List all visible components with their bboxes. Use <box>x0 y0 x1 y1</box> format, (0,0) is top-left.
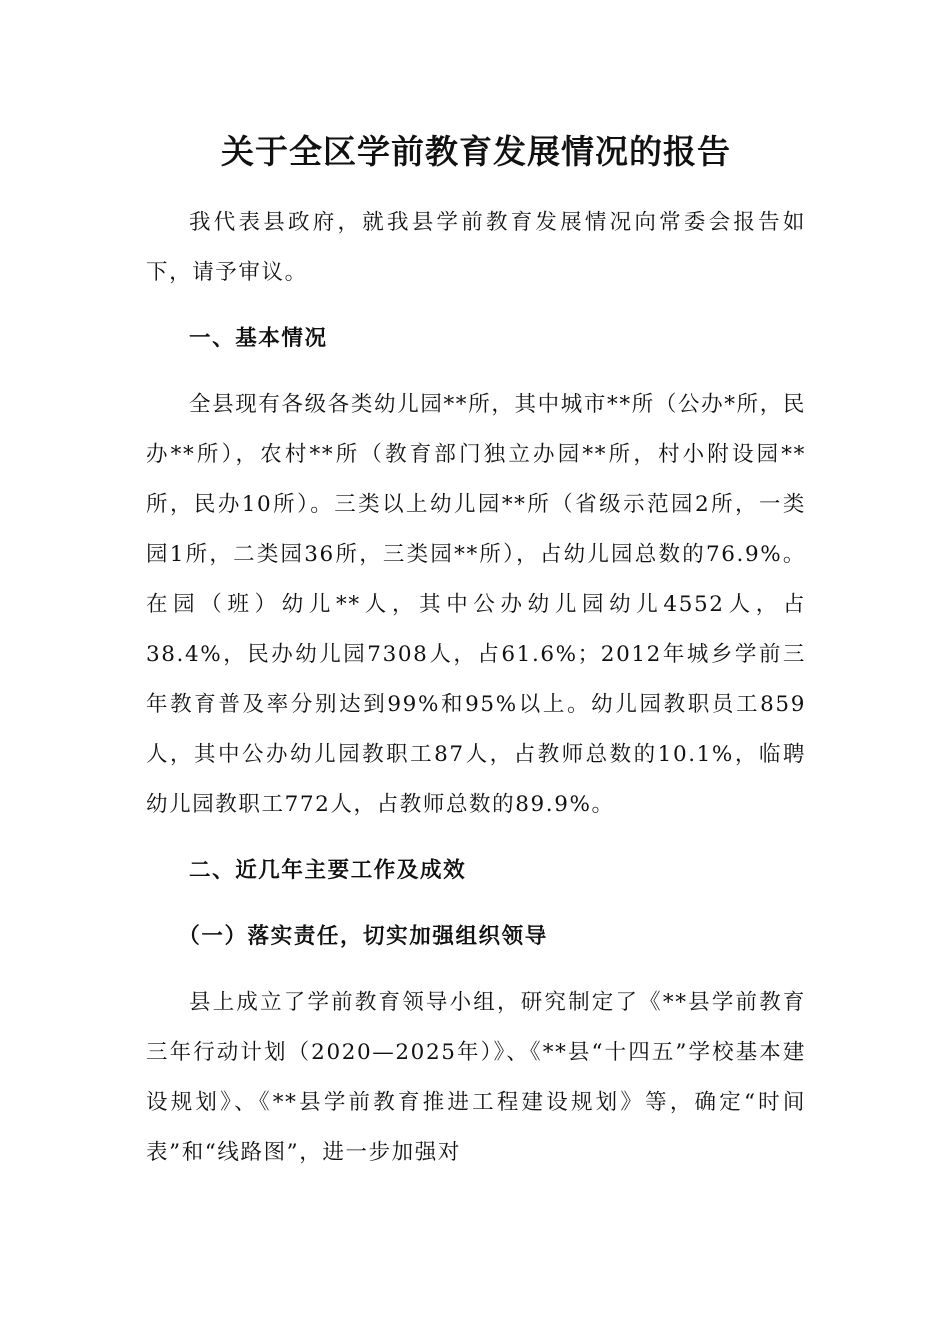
organization-paragraph: 县上成立了学前教育领导小组，研究制定了《**县学前教育三年行动计划（2020—2025年）》、《**县“十四五”学校基本建设规划》、《**县学前教育推进工程建设规划》等，确定“时间表”和“线路图”，进一步加强对 <box>146 990 806 1165</box>
section-heading-basic-situation: 一、基本情况 <box>189 326 328 351</box>
spacer <box>146 178 806 198</box>
section-heading-main-work: 二、近几年主要工作及成效 <box>189 858 467 883</box>
spacer <box>146 298 806 314</box>
spacer <box>146 896 806 912</box>
document-page <box>146 0 806 1178</box>
intro-paragraph: 我代表县政府，就我县学前教育发展情况向常委会报告如下，请予审议。 <box>146 210 806 285</box>
spacer <box>146 830 806 846</box>
spacer <box>146 364 806 380</box>
basic-situation-paragraph: 全县现有各级各类幼儿园**所，其中城市**所（公办*所，民办**所），农村**所（教育部门独立办园**所，村小附设园**所，民办10所）。三类以上幼儿园**所（省级示范园2所，一类园1所，二类园36所，三类园**所），占幼儿园总数的76.9%。在园（班）幼儿**人，其中公办幼儿园幼儿4552人，占38.4%，民办幼儿园7308人，占61.6%；2012年城乡学前三年教育普及率分别达到99%和95%以上。幼儿园教职员工859人，其中公办幼儿园教职工87人，占教师总数的10.1%，临聘幼儿园教职工772人，占教师总数的89.9%。 <box>146 392 806 817</box>
subsection-heading-organization: （一）落实责任，切实加强组织领导 <box>178 924 548 949</box>
document-title: 关于全区学前教育发展情况的报告 <box>221 132 731 171</box>
spacer <box>146 962 806 978</box>
